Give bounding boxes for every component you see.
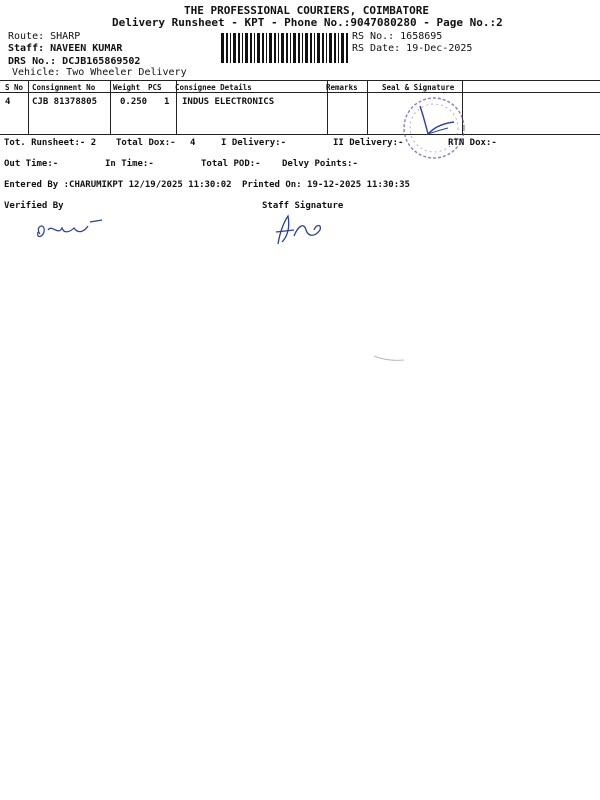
drs-number: DRS No.: DCJB165869502 [8, 56, 141, 67]
delvy-points: Delvy Points:- [282, 159, 358, 169]
header-consignment: Consignment No [32, 83, 96, 92]
total-pod: Total POD:- [201, 159, 261, 169]
total-dox-value: 4 [190, 138, 196, 148]
cell-consignee: INDUS ELECTRONICS [182, 97, 275, 107]
verifier-signature [30, 214, 110, 244]
staff-signature [268, 212, 328, 248]
header-sno: S No [5, 83, 24, 92]
staff-signature-label: Staff Signature [262, 201, 344, 211]
i-delivery: I Delivery:- [221, 138, 287, 148]
out-time: Out Time:- [4, 159, 59, 169]
staff-text: Staff: NAVEEN KUMAR [8, 43, 123, 54]
rs-number: RS No.: 1658695 [352, 31, 443, 42]
ii-delivery: II Delivery:- [333, 138, 404, 148]
header-weight: Weight [113, 83, 141, 92]
total-dox-label: Total Dox:- [116, 138, 176, 148]
runsheet-subtitle: Delivery Runsheet - KPT - Phone No.:9047080280 - Page No.:2 [112, 16, 503, 29]
header-remarks: Remarks [326, 83, 358, 92]
cell-pcs: 1 [164, 97, 170, 107]
entered-by: Entered By :CHARUMIKPT 12/19/2025 11:30:02 [4, 180, 232, 190]
barcode-image [221, 33, 349, 63]
header-seal-signature: Seal & Signature [382, 83, 455, 92]
company-title: THE PROFESSIONAL COURIERS, COIMBATORE [184, 4, 430, 17]
printed-on: Printed On: 19-12-2025 11:30:35 [242, 180, 410, 190]
cell-weight: 0.250 [120, 97, 148, 107]
cell-consignment: CJB 81378805 [32, 97, 98, 107]
header-pcs: PCS [148, 83, 162, 92]
vehicle-text: Vehicle: Two Wheeler Delivery [12, 67, 187, 78]
stray-mark [372, 354, 406, 364]
route-text: Route: SHARP [8, 31, 81, 42]
rtn-dox: RTN Dox:- [448, 138, 497, 148]
in-time: In Time:- [105, 159, 154, 169]
seal-stamp [398, 92, 470, 164]
verified-by-label: Verified By [4, 201, 64, 211]
cell-sno: 4 [5, 97, 11, 107]
tot-runsheet: Tot. Runsheet:- 2 [4, 138, 97, 148]
header-consignee: Consignee Details [175, 83, 252, 92]
rs-date: RS Date: 19-Dec-2025 [352, 43, 473, 54]
